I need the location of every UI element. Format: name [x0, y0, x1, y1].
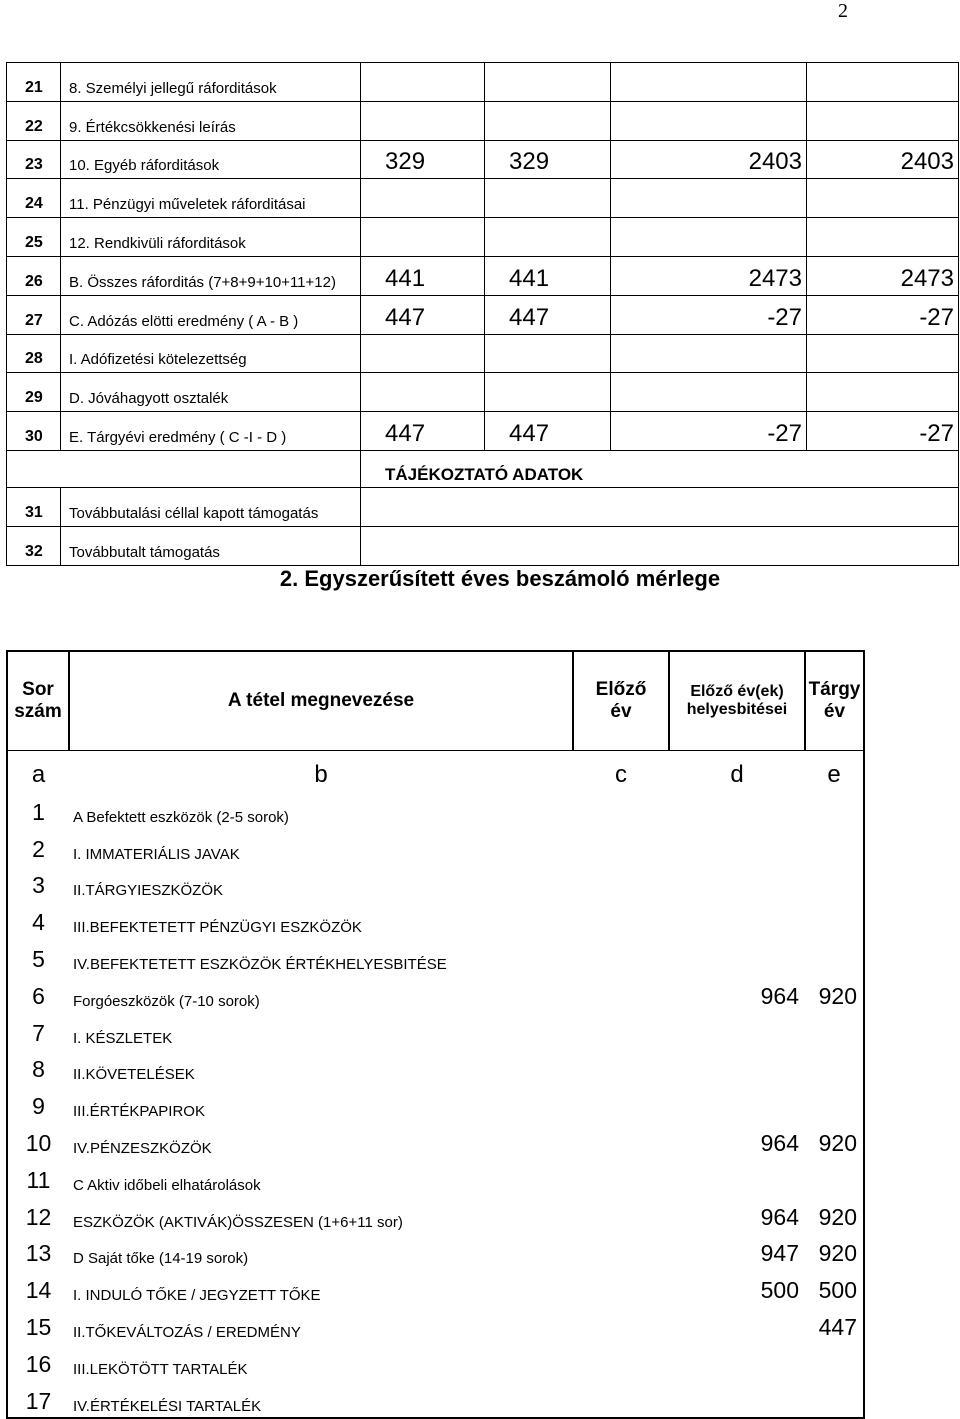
header-sor: Sor szám [7, 651, 69, 751]
row-label: 8. Személyi jellegű ráforditások [61, 63, 361, 102]
value-col-f [807, 218, 959, 257]
value-current-year: 920 [818, 1240, 857, 1267]
letter-d: d [730, 761, 744, 788]
table-row [7, 975, 864, 1012]
value-col-c: 447 [361, 412, 485, 451]
value-current-year [805, 828, 864, 865]
value-prev-year [573, 1343, 805, 1380]
value-current-year: 447 [818, 1313, 857, 1340]
row-number: 22 [7, 101, 61, 140]
row-label: Továbbutalt támogatás [61, 526, 361, 565]
row-label: I. Adófizetési kötelezettség [61, 334, 361, 373]
header-current: Tárgy év [805, 651, 864, 751]
value-current-year [805, 791, 864, 828]
table-row [7, 1233, 864, 1270]
row-label: 10. Egyéb ráforditások [61, 140, 361, 179]
row-label: III.BEFEKTETETT PÉNZÜGYI ESZKÖZÖK [73, 919, 362, 937]
table-row [7, 901, 864, 938]
value-current-year [805, 865, 864, 902]
header-name: A tétel megnevezése [69, 651, 573, 751]
row-number: 28 [7, 334, 61, 373]
row-label: IV.BEFEKTETETT ESZKÖZÖK ÉRTÉKHELYESBITÉSE [73, 955, 447, 973]
value-col-d [485, 334, 611, 373]
row-number: 24 [7, 179, 61, 218]
value-col-e: -27 [611, 412, 807, 451]
row-number: 7 [32, 1019, 45, 1046]
row-number: 21 [7, 63, 61, 102]
table-row [7, 1306, 864, 1343]
value-col-d [485, 373, 611, 412]
value-prev-year: 964 [760, 1203, 799, 1230]
value-col-e [611, 63, 807, 102]
table-row [7, 334, 959, 373]
value-col-c [361, 334, 485, 373]
value-col-e [611, 218, 807, 257]
row-label: IV.PÉNZESZKÖZÖK [73, 1139, 212, 1157]
results-table [6, 62, 959, 566]
value-col-d: 329 [485, 140, 611, 179]
value-col-f [807, 101, 959, 140]
value-col-d [485, 179, 611, 218]
table-row [7, 1159, 864, 1196]
row-number: 32 [7, 526, 61, 565]
row-label: 12. Rendkivüli ráforditások [61, 218, 361, 257]
row-number: 8 [32, 1056, 45, 1083]
row-label: II.TŐKEVÁLTOZÁS / EREDMÉNY [73, 1323, 301, 1341]
table-row [7, 865, 864, 902]
row-label: E. Tárgyévi eredmény ( C -I - D ) [61, 412, 361, 451]
table-row [7, 179, 959, 218]
row-label: D. Jóváhagyott osztalék [61, 373, 361, 412]
table-row [7, 140, 959, 179]
row-label: C Aktiv időbeli elhatárolások [73, 1176, 261, 1194]
table-row [7, 828, 864, 865]
value-col-f [807, 63, 959, 102]
value-current-year [805, 1159, 864, 1196]
row-label: IV.ÉRTÉKELÉSI TARTALÉK [73, 1397, 262, 1415]
row-label: I. IMMATERIÁLIS JAVAK [73, 845, 240, 863]
value-prev-year [573, 1159, 805, 1196]
info-values [361, 487, 959, 526]
row-number: 29 [7, 373, 61, 412]
value-col-e [611, 101, 807, 140]
row-number: 31 [7, 487, 61, 526]
value-prev-year: 964 [760, 982, 799, 1009]
balance-letter-row [7, 751, 864, 792]
value-current-year [805, 901, 864, 938]
value-col-e [611, 179, 807, 218]
row-number: 26 [7, 256, 61, 295]
row-label: Forgóeszközök (7-10 sorok) [73, 992, 260, 1010]
table-row [7, 1380, 864, 1418]
table-row [7, 1196, 864, 1233]
value-prev-year [573, 1306, 805, 1343]
row-label: II.TÁRGYIESZKÖZÖK [73, 882, 224, 900]
value-prev-year [573, 901, 805, 938]
value-prev-year: 947 [760, 1240, 799, 1267]
row-label: III.LEKÖTÖTT TARTALÉK [73, 1360, 248, 1378]
row-number: 13 [25, 1240, 52, 1267]
header-prev: Előző év [573, 651, 669, 751]
table-row [7, 1343, 864, 1380]
row-number: 23 [7, 140, 61, 179]
row-number: 25 [7, 218, 61, 257]
value-col-f: 2403 [807, 140, 959, 179]
row-label: 11. Pénzügyi műveletek ráforditásai [61, 179, 361, 218]
value-current-year [805, 1049, 864, 1086]
table-row [7, 1012, 864, 1049]
table-row [7, 412, 959, 451]
info-spacer [7, 450, 361, 487]
value-prev-year [573, 1085, 805, 1122]
value-prev-year [573, 828, 805, 865]
row-label: 9. Értékcsökkenési leírás [61, 101, 361, 140]
value-col-d [485, 63, 611, 102]
row-number: 27 [7, 295, 61, 334]
value-col-d: 447 [485, 412, 611, 451]
row-label: I. KÉSZLETEK [73, 1029, 173, 1047]
row-number: 4 [32, 909, 45, 936]
row-number: 17 [25, 1387, 52, 1414]
value-col-c: 329 [361, 140, 485, 179]
row-label: I. INDULÓ TŐKE / JEGYZETT TŐKE [73, 1287, 321, 1305]
value-col-e: 2473 [611, 256, 807, 295]
value-col-e [611, 334, 807, 373]
letter-c: c [615, 761, 627, 788]
row-label: III.ÉRTÉKPAPIROK [73, 1103, 205, 1121]
row-label: ESZKÖZÖK (AKTIVÁK)ÖSSZESEN (1+6+11 sor) [73, 1213, 403, 1231]
row-label: Továbbutalási céllal kapott támogatás [61, 487, 361, 526]
value-prev-year [573, 865, 805, 902]
row-number: 30 [7, 412, 61, 451]
table-row [7, 256, 959, 295]
value-col-c [361, 218, 485, 257]
info-title-row [7, 450, 959, 487]
row-label: C. Adózás elötti eredmény ( A - B ) [61, 295, 361, 334]
info-row [7, 487, 959, 526]
table-row [7, 218, 959, 257]
row-number: 9 [32, 1093, 45, 1120]
value-current-year [805, 1343, 864, 1380]
value-col-e: -27 [611, 295, 807, 334]
value-col-f: -27 [807, 295, 959, 334]
letter-a: a [31, 761, 46, 788]
letter-e: e [827, 761, 841, 788]
row-number: 10 [25, 1129, 52, 1156]
value-current-year: 920 [818, 1129, 857, 1156]
table-row [7, 295, 959, 334]
page-number: 2 [838, 0, 848, 22]
value-current-year [805, 1085, 864, 1122]
value-prev-year: 500 [760, 1277, 799, 1304]
value-col-d [485, 101, 611, 140]
row-number: 14 [25, 1277, 52, 1304]
info-title: TÁJÉKOZTATÓ ADATOK [361, 450, 959, 487]
value-prev-year [573, 1380, 805, 1418]
row-number: 2 [32, 835, 45, 862]
row-label: II.KÖVETELÉSEK [73, 1066, 195, 1084]
value-current-year: 920 [818, 982, 857, 1009]
row-number: 15 [25, 1313, 52, 1340]
value-current-year: 500 [818, 1277, 857, 1304]
row-number: 12 [25, 1203, 52, 1230]
value-col-c [361, 179, 485, 218]
value-col-c: 441 [361, 256, 485, 295]
row-number: 11 [26, 1166, 51, 1193]
value-col-e [611, 373, 807, 412]
table-row [7, 373, 959, 412]
info-values [361, 526, 959, 565]
value-col-d: 447 [485, 295, 611, 334]
table-row [7, 1122, 864, 1159]
row-number: 3 [32, 872, 45, 899]
row-label: A Befektett eszközök (2-5 sorok) [73, 808, 289, 826]
value-current-year [805, 1380, 864, 1418]
table-row [7, 791, 864, 828]
value-current-year [805, 1012, 864, 1049]
value-col-d: 441 [485, 256, 611, 295]
value-col-c: 447 [361, 295, 485, 334]
value-col-e: 2403 [611, 140, 807, 179]
info-row [7, 526, 959, 565]
table-row [7, 101, 959, 140]
section-title: 2. Egyszerűsített éves beszámoló mérlege [279, 566, 721, 591]
value-col-f [807, 373, 959, 412]
value-col-f [807, 334, 959, 373]
letter-b: b [314, 761, 328, 788]
value-prev-year: 964 [760, 1129, 799, 1156]
row-number: 1 [32, 798, 45, 825]
row-label: D Saját tőke (14-19 sorok) [73, 1250, 249, 1268]
table-row [7, 1049, 864, 1086]
value-prev-year [573, 1049, 805, 1086]
value-current-year [805, 938, 864, 975]
value-col-f: -27 [807, 412, 959, 451]
row-number: 16 [25, 1350, 52, 1377]
value-col-c [361, 101, 485, 140]
value-col-c [361, 63, 485, 102]
value-current-year: 920 [818, 1203, 857, 1230]
row-number: 6 [32, 982, 45, 1009]
row-number: 5 [32, 945, 45, 972]
balance-header-row [7, 651, 864, 751]
value-col-d [485, 218, 611, 257]
value-col-c [361, 373, 485, 412]
value-prev-year [573, 791, 805, 828]
header-corrections: Előző év(ek) helyesbitései [669, 651, 805, 751]
table-row [7, 938, 864, 975]
row-label: B. Összes ráforditás (7+8+9+10+11+12) [61, 256, 361, 295]
value-col-f: 2473 [807, 256, 959, 295]
table-row [7, 63, 959, 102]
value-prev-year [573, 1012, 805, 1049]
table-row [7, 1269, 864, 1306]
table-row [7, 1085, 864, 1122]
balance-table [6, 650, 865, 1419]
value-prev-year [573, 938, 805, 975]
value-col-f [807, 179, 959, 218]
